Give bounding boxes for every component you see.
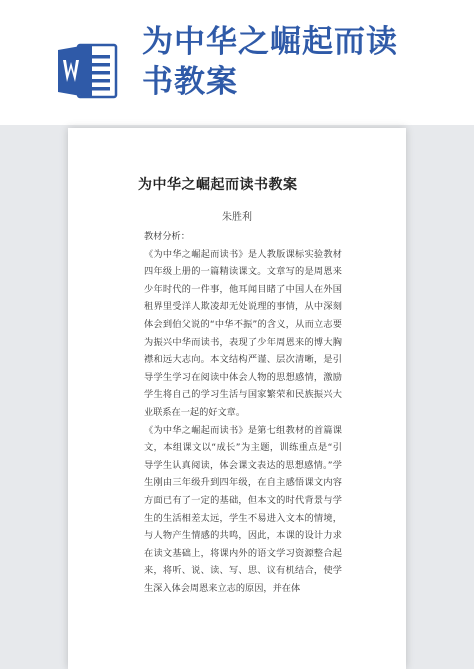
document-author: 朱胜利 bbox=[222, 212, 252, 223]
paragraph: 《为中华之崛起而读书》是人教版课标实验教材四年级上册的一篇精读课文。文章写的是周恩来少年时代的一件事，他耳闻目睹了中国人在外国租界里受洋人欺凌却无处说理的事情，从中深刻体会到伯父说的“中华不振”的含义，从而立志要为振兴中华而读书，表现了少年周恩来的博大胸襟和远大志向。本文结构严谨、层次清晰，是引导学生学习在阅读中体会人物的思想感情，激励学生将自己的学习生活与国家繁荣和民族振兴大业联系在一起的好文章。 bbox=[144, 248, 342, 418]
banner bbox=[0, 0, 474, 125]
banner-title-line1: 为中华之崛起而读 bbox=[142, 24, 398, 60]
paragraph-heading: 教材分析： bbox=[144, 231, 190, 242]
document-body bbox=[144, 228, 342, 597]
word-icon bbox=[56, 42, 118, 100]
document-page bbox=[68, 128, 406, 669]
banner-title bbox=[142, 22, 462, 102]
document-title: 为中华之崛起而读书教案 bbox=[138, 177, 298, 193]
banner-title-line2: 书教案 bbox=[142, 64, 238, 100]
paragraph: 《为中华之崛起而读书》是第七组教材的首篇课文，本组课文以“成长”为主题，训练重点是“引导学生认真阅读，体会课文表达的思想感情。”学生刚由三年级升到四年级，在自主感悟课文内容方面已有了一定的基础，但本文的时代背景与学生的生活相差太远，学生不易进入文本的情境，与人物产生情感的共鸣，因此，本课的设计力求在读文基础上，将课内外的语文学习资源整合起来，将听、说、读、写、思、议有机结合，使学生深入体会周恩来立志的原因，并在体 bbox=[144, 424, 342, 594]
